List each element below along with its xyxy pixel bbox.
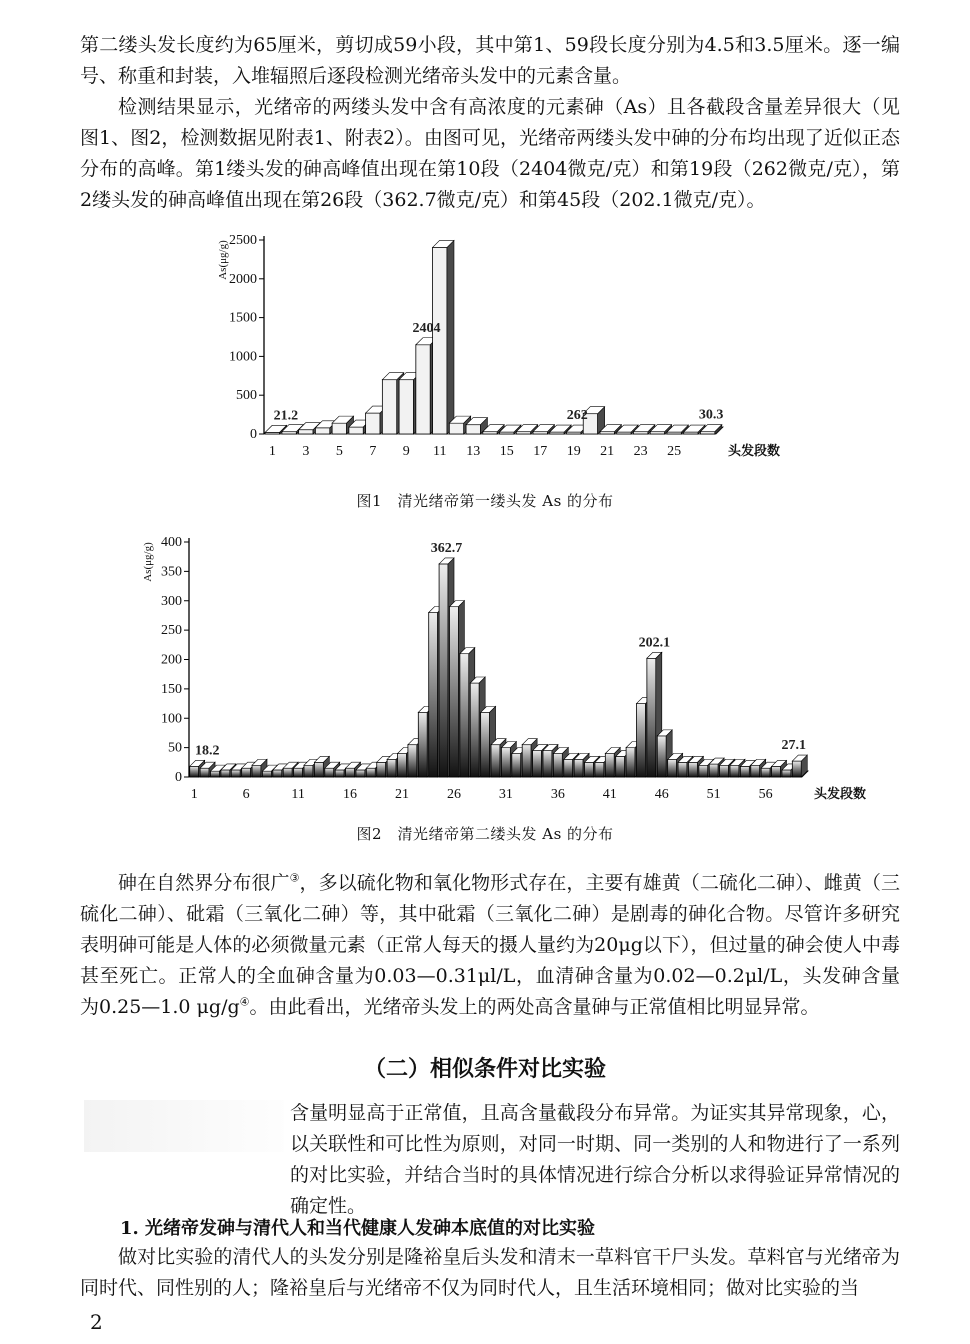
- x-tick-label: 56: [758, 787, 773, 802]
- bar: [730, 765, 739, 777]
- bar: [470, 683, 479, 777]
- y-tick-label: 350: [161, 564, 182, 580]
- bar: [483, 432, 497, 434]
- x-tick-label: 6: [242, 787, 250, 802]
- x-tick-label: 41: [602, 787, 617, 802]
- x-tick-label: 15: [499, 444, 514, 459]
- sub-heading: 1. 光绪帝发砷与清代人和当代健康人发砷本底值的对比实验: [120, 1218, 596, 1239]
- x-tick-label: 19: [566, 444, 581, 459]
- data-label: 30.3: [698, 407, 724, 423]
- x-tick-label: 17: [533, 444, 548, 459]
- bar: [678, 762, 687, 777]
- data-label: 2404: [412, 320, 441, 336]
- x-tick-label: 21: [394, 787, 409, 802]
- y-tick-label: 200: [161, 652, 182, 668]
- x-tick-label: 31: [498, 787, 513, 802]
- bar: [283, 768, 292, 777]
- bar: [252, 765, 261, 777]
- paragraph-comparison: 做对比实验的清代人的头发分别是隆裕皇后头发和清末一草料官干尸头发。草料官与光绪帝为同时代、同性别的人；隆裕皇后与光绪帝不仅为同时代人，且生活环境相同；做对比实验的当: [80, 1246, 900, 1299]
- bar: [299, 430, 313, 434]
- paragraph-results: 检测结果显示，光绪帝的两缕头发中含有高浓度的元素砷（As）且各截段含量差异很大（见图1、图2，检测数据见附表1、附表2）。由图可见，光绪帝两缕头发中砷的分布均出现了近似正态分布的高峰。第1缕头发的砷高峰值出现在第10段（2404微克/克）和第19段（262微克/克），第2缕头发的砷高峰值出现在第26段（362.7微克/克）和第45段（202.1微克/克）。: [80, 96, 900, 211]
- bar: [543, 751, 552, 777]
- x-tick-label: 46: [654, 787, 669, 802]
- y-axis-label: As(μg/g): [142, 542, 154, 582]
- bar: [231, 770, 240, 777]
- bar: [491, 745, 500, 777]
- bar: [516, 432, 530, 434]
- bar: [304, 765, 313, 777]
- bar: [294, 768, 303, 777]
- bar: [315, 428, 329, 434]
- bar: [585, 762, 594, 777]
- x-tick-label: 9: [402, 444, 410, 459]
- bar: [533, 432, 547, 434]
- bar: [466, 425, 480, 434]
- bar: [211, 771, 220, 777]
- y-tick-label: 250: [161, 623, 182, 639]
- x-axis-label: 头发段数: [728, 443, 781, 458]
- bar: [416, 345, 430, 434]
- paragraph-intro: 第二缕头发长度约为65厘米，剪切成59小段，其中第1、59段长度分别为4.5和3.5厘米。逐一编号、称重和封装，入堆辐照后逐段检测光绪帝头发中的元素含量。: [80, 34, 900, 87]
- bar: [382, 380, 396, 434]
- x-tick-label: 23: [633, 444, 648, 459]
- bar: [366, 768, 375, 777]
- bar: [449, 423, 463, 434]
- x-tick-label: 16: [343, 787, 358, 802]
- bar: [282, 432, 296, 434]
- bar: [408, 745, 417, 777]
- paragraph-comparison-fragment: 含量明显高于正常值，且高含量截段分布异常。为证实其异常现象，心，以关联性和可比性为原则，对同一时期、同一类别的人和物进行了一系列的对比实验，并结合当时的具体情况进行综合分析以求得验证异常情况的确定性。: [290, 1102, 900, 1217]
- bar: [792, 761, 801, 777]
- y-tick-label: 300: [161, 593, 182, 609]
- bar: [387, 759, 396, 777]
- bar: [650, 432, 664, 434]
- x-tick-label: 7: [369, 444, 377, 459]
- bar: [626, 748, 635, 777]
- bar: [636, 704, 645, 777]
- x-tick-label: 25: [667, 444, 682, 459]
- bar: [221, 770, 230, 777]
- bar: [720, 765, 729, 777]
- x-tick-label: 21: [600, 444, 615, 459]
- paragraph-arsenic-part-3: 。由此看出，光绪帝头发上的两处高含量砷与正常值相比明显异常。: [249, 996, 820, 1018]
- bar: [200, 768, 209, 777]
- bar: [356, 770, 365, 777]
- bar: [633, 432, 647, 434]
- bar: [564, 759, 573, 777]
- y-tick-label: 0: [175, 770, 182, 785]
- bar: [460, 654, 469, 777]
- bar: [325, 768, 334, 777]
- y-tick-label: 2000: [229, 271, 257, 287]
- bar: [688, 762, 697, 777]
- bar: [761, 768, 770, 777]
- y-tick-label: 50: [168, 740, 182, 756]
- data-label: 27.1: [781, 738, 807, 754]
- bar: [657, 736, 666, 777]
- bar: [273, 770, 282, 777]
- bar: [429, 613, 438, 778]
- bar: [262, 771, 271, 777]
- bar: [574, 759, 583, 777]
- bar: [595, 762, 604, 777]
- bar: [433, 247, 447, 434]
- data-label: 21.2: [273, 408, 299, 424]
- bar: [533, 751, 542, 777]
- bar: [399, 380, 413, 434]
- x-tick-label: 1: [190, 787, 198, 802]
- bar: [605, 754, 614, 778]
- x-tick-label: 11: [433, 444, 447, 459]
- section-heading: （二）相似条件对比实验: [363, 1057, 606, 1082]
- page-number: 2: [90, 1310, 103, 1334]
- data-label: 202.1: [638, 635, 671, 651]
- citation-3: ③: [289, 871, 300, 885]
- bar: [439, 564, 448, 777]
- scan-smudge: [84, 1100, 284, 1152]
- y-tick-label: 2500: [229, 233, 257, 248]
- y-tick-label: 1500: [229, 310, 257, 326]
- x-axis-label: 头发段数: [814, 786, 867, 801]
- bar: [616, 756, 625, 777]
- y-tick-label: 400: [161, 535, 182, 550]
- bar: [481, 712, 490, 777]
- bar: [242, 768, 251, 777]
- figure-2-chart: [0, 532, 970, 832]
- bar: [553, 754, 562, 778]
- bar: [366, 413, 380, 434]
- y-axis-label: As(μg/g): [217, 240, 229, 280]
- paragraph-arsenic-part-2: ，多以硫化物和氧化物形式存在，主要有雄黄（二硫化二砷）、雌黄（三硫化二砷）、砒霜（三氧化二砷）等，其中砒霜（三氧化二砷）是剧毒的砷化合物。尽管许多研究表明砷可能是人体的必须微量元素（正常人每天的摄人量约为20μg以下），但过量的砷会使人中毒甚至死亡。正常人的全血砷含量为0.03—0.31μl/L，血清砷含量为0.02—0.2μl/L，头发砷含量为0.25—1.0 μg/g: [80, 872, 900, 1018]
- paragraph-arsenic-part-1: 砷在自然界分布很广: [118, 872, 290, 894]
- x-tick-label: 13: [466, 444, 481, 459]
- bar: [709, 764, 718, 777]
- paragraph-arsenic: [80, 868, 900, 1023]
- bar: [740, 766, 749, 777]
- bar: [190, 766, 199, 777]
- bar: [600, 432, 614, 434]
- bar: [346, 768, 355, 777]
- bar: [522, 745, 531, 777]
- bar: [332, 423, 346, 434]
- bar: [449, 607, 458, 777]
- data-label: 262: [566, 408, 588, 424]
- bar: [512, 754, 521, 778]
- x-tick-label: 51: [706, 787, 721, 802]
- citation-4: ④: [239, 995, 250, 1009]
- bar: [349, 427, 363, 434]
- bar: [418, 712, 427, 777]
- x-tick-label: 11: [291, 787, 305, 802]
- bar: [782, 770, 791, 777]
- bar: [700, 432, 714, 434]
- bar: [647, 658, 656, 777]
- bar: [772, 766, 781, 777]
- x-tick-label: 26: [446, 787, 461, 802]
- data-label: 18.2: [194, 743, 220, 759]
- data-label: 362.7: [430, 540, 463, 556]
- y-tick-label: 0: [250, 427, 257, 442]
- bar: [377, 762, 386, 777]
- bar: [314, 762, 323, 777]
- bar: [398, 754, 407, 778]
- y-tick-label: 150: [161, 681, 182, 697]
- figure-1-caption: 图1 清光绪帝第一缕头发 As 的分布: [356, 492, 614, 510]
- figure-2-caption: 图2 清光绪帝第二缕头发 As 的分布: [356, 825, 614, 843]
- bar: [668, 759, 677, 777]
- x-tick-label: 3: [302, 444, 310, 459]
- bar: [699, 765, 708, 777]
- bar: [501, 748, 510, 777]
- y-tick-label: 100: [161, 711, 182, 727]
- y-tick-label: 500: [236, 388, 257, 404]
- bar: [335, 770, 344, 777]
- bar: [751, 765, 760, 777]
- x-tick-label: 5: [335, 444, 343, 459]
- bar-side: [447, 240, 454, 434]
- x-tick-label: 36: [550, 787, 565, 802]
- y-tick-label: 1000: [229, 349, 257, 365]
- x-tick-label: 1: [268, 444, 276, 459]
